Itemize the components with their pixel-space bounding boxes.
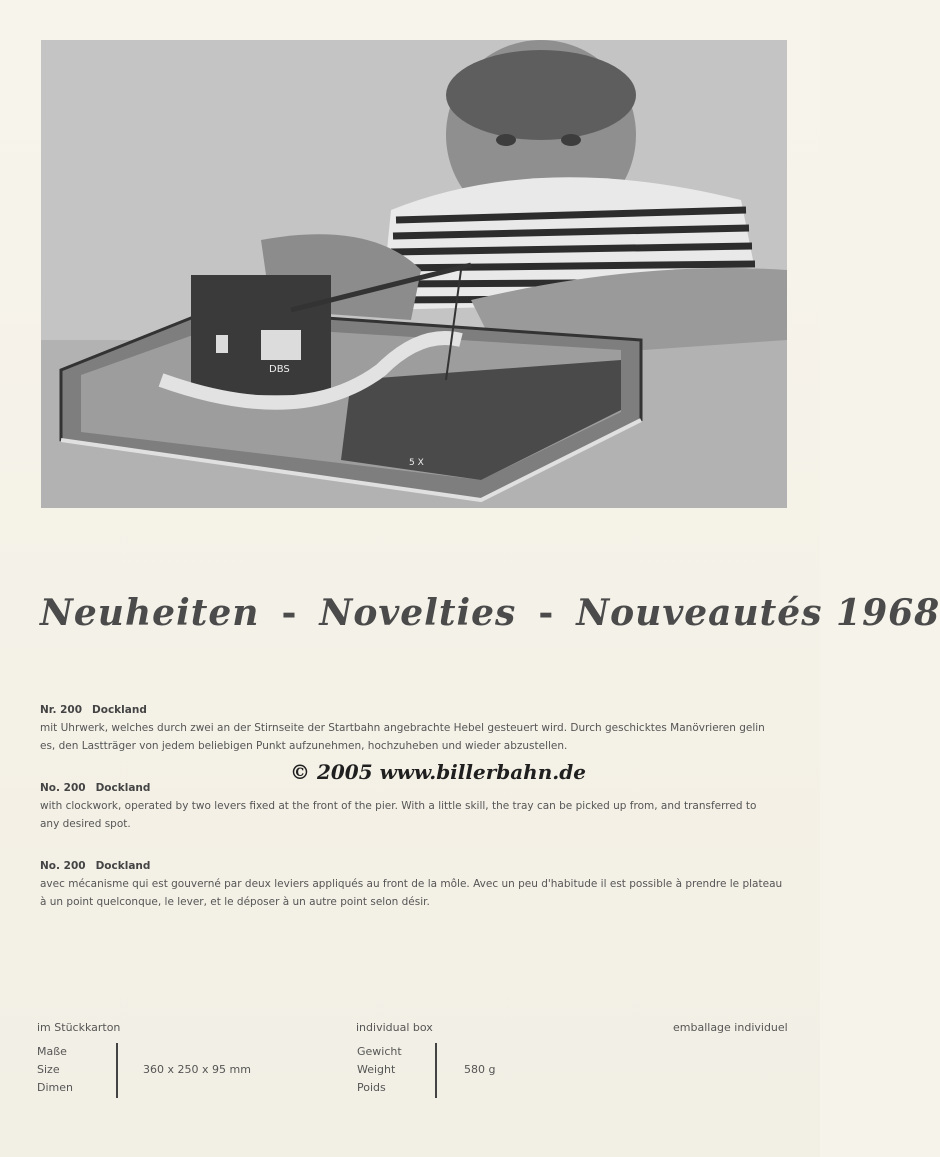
headline-french: Nouveautés 1968	[576, 592, 940, 634]
page-headline	[40, 592, 940, 652]
entry-text-line: mit Uhrwerk, welches durch zwei an der Stirnseite der Startbahn angebrachte Hebel gesteuert wird. Durch geschicktes Manövrieren gelin	[40, 722, 765, 734]
dimension-label: Maße	[37, 1045, 67, 1058]
copyright-watermark: © 2005 www.billerbahn.de	[290, 760, 586, 784]
entry-heading	[40, 701, 790, 719]
entry-text-line: avec mécanisme qui est gouverné par deux leviers appliqués au front de la môle. Avec un peu d'habitude il est possible à prendre le plateau	[40, 878, 783, 890]
entry-german	[40, 701, 790, 755]
entry-number: Nr. 200	[40, 704, 83, 716]
entry-number: No. 200	[40, 782, 86, 794]
packaging-german: im Stückkarton	[37, 1021, 121, 1034]
headline-separator: -	[281, 592, 298, 634]
headline-german: Neuheiten	[40, 592, 260, 634]
entry-title: Dockland	[95, 782, 151, 794]
entry-text-line: es, den Lastträger von jedem beliebigen Punkt aufzunehmen, hochzuheben und wieder abzustellen.	[40, 740, 568, 752]
packaging-french: emballage individuel	[673, 1021, 788, 1034]
entry-text-line: with clockwork, operated by two levers fixed at the front of the pier. With a little skill, the tray can be picked up from, and transferred to	[40, 800, 757, 812]
dimension-label: Dimen	[37, 1081, 73, 1094]
weight-label: Gewicht	[357, 1045, 402, 1058]
headline-english: Novelties	[319, 592, 517, 634]
entry-heading	[40, 779, 790, 797]
entry-title: Dockland	[95, 860, 151, 872]
weight-label: Weight	[357, 1063, 396, 1076]
entry-text-line: à un point quelconque, le lever, et le déposer à un autre point selon désir.	[40, 896, 430, 908]
packaging-english: individual box	[356, 1021, 433, 1034]
dimension-value: 360 x 250 x 95 mm	[143, 1063, 251, 1076]
weight-value: 580 g	[464, 1063, 496, 1076]
headline-separator: -	[538, 592, 555, 634]
entry-heading	[40, 857, 790, 875]
entry-title: Dockland	[92, 704, 147, 716]
weight-label: Poids	[357, 1081, 386, 1094]
bracket-divider	[116, 1043, 118, 1098]
entry-french	[40, 857, 790, 911]
entry-english	[40, 779, 790, 833]
entry-number: No. 200	[40, 860, 86, 872]
photo-illustration	[41, 40, 787, 508]
pier-label: 5 X	[409, 458, 424, 468]
entry-text-line: any desired spot.	[40, 818, 131, 830]
dimension-label: Size	[37, 1063, 60, 1076]
product-photo	[41, 40, 787, 508]
bracket-divider	[435, 1043, 437, 1098]
tower-label: DBS	[269, 364, 290, 375]
